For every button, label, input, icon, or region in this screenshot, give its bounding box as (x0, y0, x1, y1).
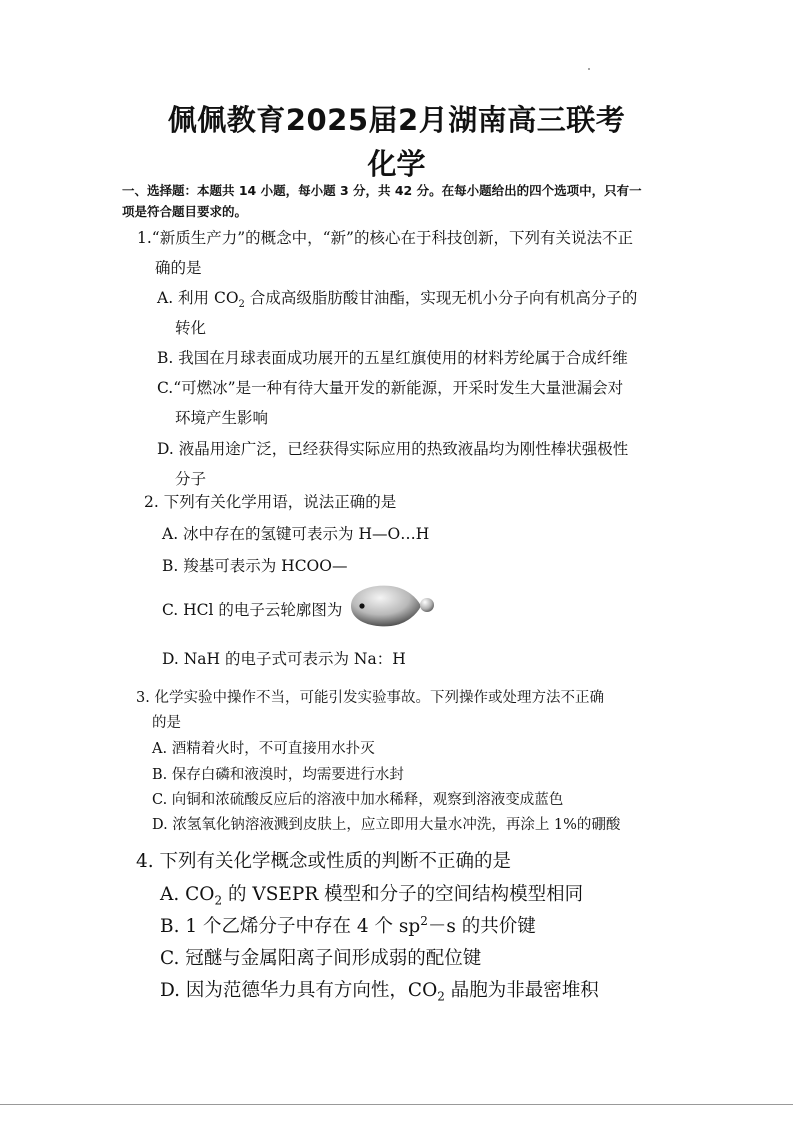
hydrogen-orbital-sphere (420, 598, 434, 612)
q1-a-pre: A. 利用 CO (157, 289, 239, 307)
q3-option-b: B. 保存白磷和液溴时，均需要进行水封 (152, 767, 404, 783)
q1-option-c-cont: 环境产生影响 (175, 409, 269, 427)
q2-option-a: A. 冰中存在的氢键可表示为 H—O…H (162, 525, 430, 543)
q4-d-sub: 2 (437, 989, 445, 1004)
q1-option-a-cont: 转化 (175, 319, 207, 337)
q1-option-c: C.“可燃冰”是一种有待大量开发的新能源，开采时发生大量泄漏会对 (157, 379, 624, 397)
q4-option-d (160, 976, 599, 1004)
exam-title: 佩佩教育2025届2月湖南高三联考 (167, 103, 626, 137)
hcl-electron-cloud-diagram (345, 582, 439, 630)
section-intro-line1: 一、选择题：本题共 14 小题，每小题 3 分，共 42 分。在每小题给出的四个选项中，只有一 (122, 183, 642, 198)
q1-option-d: D. 液晶用途广泛，已经获得实际应用的热致液晶均为刚性棒状强极性 (157, 440, 629, 458)
q3-option-c: C. 向铜和浓硫酸反应后的溶液中加水稀释，观察到溶液变成蓝色 (152, 792, 564, 808)
q4-a-sub: 2 (214, 893, 223, 908)
q1-stem-line2: 确的是 (155, 259, 202, 277)
q3-stem-line2: 的是 (152, 715, 181, 731)
q1-stem-line1: 1.“新质生产力”的概念中，“新”的核心在于科技创新，下列有关说法不正 (137, 229, 633, 247)
section-intro-line2: 项是符合题目要求的。 (122, 204, 248, 219)
q2-option-d: D. NaH 的电子式可表示为 Na：H (162, 650, 406, 668)
q1-a-sub: 2 (238, 299, 245, 311)
q1-option-d-cont: 分子 (175, 470, 207, 488)
scan-speck (588, 68, 590, 70)
page-bottom-rule (0, 1104, 793, 1105)
q1-option-a (157, 286, 637, 310)
q4-b-sup: 2 (420, 913, 428, 928)
q4-a-pre: A. CO (160, 884, 215, 905)
q4-b-post: －s 的共价键 (427, 916, 536, 937)
q3-option-a: A. 酒精着火时，不可直接用水扑灭 (152, 741, 375, 757)
q1-option-b: B. 我国在月球表面成功展开的五星红旗使用的材料芳纶属于合成纤维 (157, 349, 628, 367)
q4-b-pre: B. 1 个乙烯分子中存在 4 个 sp (160, 916, 421, 937)
q3-option-d: D. 浓氢氧化钠溶液溅到皮肤上，应立即用大量水冲洗，再涂上 1%的硼酸 (152, 817, 621, 833)
q4-option-b (160, 912, 536, 938)
q4-d-pre: D. 因为范德华力具有方向性，CO (160, 980, 438, 1001)
q4-stem: 4. 下列有关化学概念或性质的判断不正确的是 (136, 851, 512, 872)
q1-a-post: 合成高级脂肪酸甘油酯，实现无机小分子向有机高分子的 (244, 289, 638, 307)
subject-title: 化学 (367, 147, 426, 181)
chlorine-nucleus-dot (359, 603, 364, 608)
q4-a-post: 的 VSEPR 模型和分子的空间结构模型相同 (222, 884, 584, 905)
q2-option-c: C. HCl 的电子云轮廓图为 (162, 601, 343, 619)
q4-d-post: 晶胞为非最密堆积 (444, 980, 599, 1001)
q4-option-a (160, 880, 583, 908)
section-instructions (122, 180, 682, 222)
q4-option-c: C. 冠醚与金属阳离子间形成弱的配位键 (160, 948, 482, 969)
q3-stem-line1: 3. 化学实验中操作不当，可能引发实验事故。下列操作或处理方法不正确 (136, 690, 604, 706)
q2-stem: 2. 下列有关化学用语，说法正确的是 (144, 493, 397, 511)
q2-option-b: B. 羧基可表示为 HCOO— (162, 557, 348, 575)
